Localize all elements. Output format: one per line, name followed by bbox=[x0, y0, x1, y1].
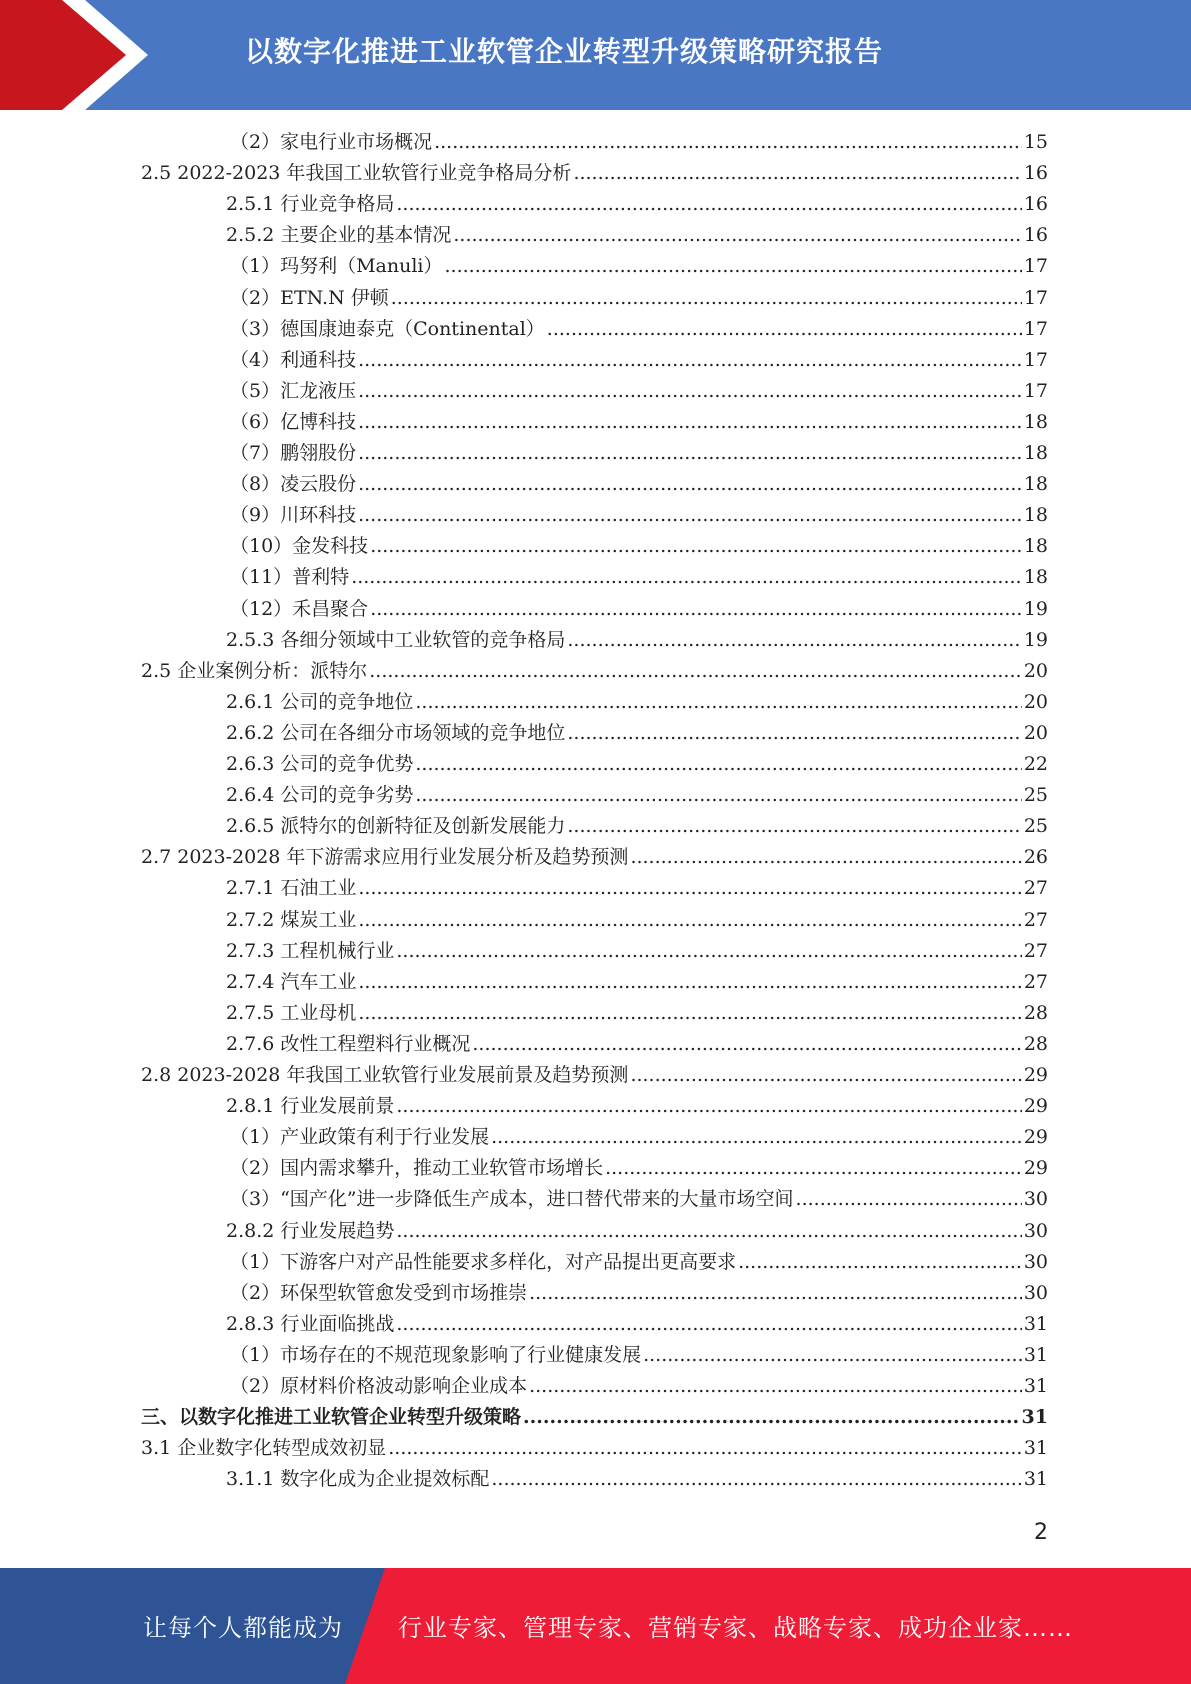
toc-entry[interactable] bbox=[230, 594, 1048, 625]
toc-entry-title: 2.7.3 工程机械行业 bbox=[226, 940, 395, 962]
toc-entry-page: 20 bbox=[1023, 660, 1048, 682]
toc-entry-page: 31 bbox=[1023, 1437, 1048, 1459]
toc-entry-page: 30 bbox=[1023, 1220, 1048, 1242]
toc-leader-dots bbox=[567, 718, 1021, 749]
toc-leader-dots bbox=[547, 314, 1022, 345]
toc-leader-dots bbox=[573, 158, 1021, 189]
toc-entry[interactable] bbox=[226, 780, 1048, 811]
toc-leader-dots bbox=[351, 562, 1022, 593]
toc-leader-dots bbox=[358, 873, 1021, 904]
toc-leader-dots bbox=[396, 189, 1021, 220]
toc-entry-page: 30 bbox=[1023, 1282, 1048, 1304]
toc-entry[interactable] bbox=[230, 1184, 1048, 1215]
footer-slogan-right: 行业专家、管理专家、营销专家、战略专家、成功企业家…… bbox=[398, 1614, 1073, 1642]
toc-entry-page: 29 bbox=[1023, 1157, 1048, 1179]
toc-entry[interactable] bbox=[226, 1029, 1048, 1060]
toc-leader-dots bbox=[415, 780, 1021, 811]
footer-slogan-left: 让每个人都能成为 bbox=[143, 1614, 343, 1642]
toc-entry-title: 2.8.1 行业发展前景 bbox=[226, 1095, 395, 1117]
toc-leader-dots bbox=[396, 1091, 1021, 1122]
toc-entry[interactable] bbox=[226, 1091, 1048, 1122]
toc-leader-dots bbox=[630, 842, 1021, 873]
toc-entry[interactable] bbox=[226, 873, 1048, 904]
toc-entry-page: 27 bbox=[1023, 877, 1048, 899]
toc-entry-title: 2.7.6 改性工程塑料行业概况 bbox=[226, 1033, 471, 1055]
toc-entry[interactable] bbox=[230, 1122, 1048, 1153]
toc-entry-title: （10）金发科技 bbox=[230, 535, 369, 557]
toc-entry[interactable] bbox=[230, 1340, 1048, 1371]
toc-leader-dots bbox=[529, 1371, 1022, 1402]
toc-entry-title: （3）“国产化”进一步降低生产成本，进口替代带来的大量市场空间 bbox=[230, 1188, 794, 1210]
toc-entry-title: 2.8.3 行业面临挑战 bbox=[226, 1313, 395, 1335]
toc-entry-page: 31 bbox=[1023, 1344, 1048, 1366]
toc-leader-dots bbox=[358, 905, 1021, 936]
toc-entry-page: 17 bbox=[1023, 287, 1048, 309]
toc-leader-dots bbox=[396, 1216, 1021, 1247]
toc-entry[interactable] bbox=[230, 345, 1048, 376]
report-title: 以数字化推进工业软管企业转型升级策略研究报告 bbox=[245, 35, 884, 68]
toc-entry-title: （2）国内需求攀升，推动工业软管市场增长 bbox=[230, 1157, 604, 1179]
toc-entry-title: （8）凌云股份 bbox=[230, 473, 357, 495]
toc-entry-title: （2）ETN.N 伊顿 bbox=[230, 287, 389, 309]
toc-entry-page: 18 bbox=[1023, 535, 1048, 557]
toc-entry-page: 18 bbox=[1023, 504, 1048, 526]
toc-entry-page: 17 bbox=[1023, 318, 1048, 340]
toc-leader-dots bbox=[358, 376, 1022, 407]
toc-entry-title: 3.1 企业数字化转型成效初显 bbox=[141, 1437, 387, 1459]
toc-entry[interactable] bbox=[226, 718, 1048, 749]
toc-entry-page: 17 bbox=[1023, 380, 1048, 402]
toc-entry-page: 29 bbox=[1023, 1095, 1048, 1117]
toc-leader-dots bbox=[643, 1340, 1022, 1371]
toc-entry[interactable] bbox=[226, 1464, 1048, 1495]
toc-entry[interactable] bbox=[226, 1309, 1048, 1340]
toc-leader-dots bbox=[796, 1184, 1022, 1215]
toc-entry[interactable] bbox=[141, 1402, 1048, 1433]
toc-entry-title: （3）德国康迪泰克（Continental） bbox=[230, 318, 545, 340]
toc-leader-dots bbox=[605, 1153, 1022, 1184]
toc-entry-page: 26 bbox=[1023, 846, 1048, 868]
toc-entry-page: 17 bbox=[1023, 255, 1048, 277]
toc-entry[interactable] bbox=[141, 1433, 1048, 1464]
toc-entry[interactable] bbox=[230, 283, 1048, 314]
toc-entry-title: （2）家电行业市场概况 bbox=[230, 131, 433, 153]
toc-leader-dots bbox=[358, 345, 1022, 376]
toc-entry-title: 2.5 企业案例分析：派特尔 bbox=[141, 660, 368, 682]
toc-entry-title: 2.6.3 公司的竞争优势 bbox=[226, 753, 414, 775]
toc-entry-page: 18 bbox=[1023, 566, 1048, 588]
toc-entry-title: 2.7.2 煤炭工业 bbox=[226, 909, 357, 931]
toc-entry-title: 2.6.5 派特尔的创新特征及创新发展能力 bbox=[226, 815, 566, 837]
toc-leader-dots bbox=[370, 594, 1022, 625]
toc-entry-page: 16 bbox=[1023, 162, 1048, 184]
toc-leader-dots bbox=[358, 500, 1022, 531]
toc-entry-title: 2.6.1 公司的竞争地位 bbox=[226, 691, 414, 713]
toc-leader-dots bbox=[370, 531, 1022, 562]
toc-entry[interactable] bbox=[141, 842, 1048, 873]
toc-entry-page: 31 bbox=[1021, 1406, 1048, 1428]
toc-entry-title: 2.8 2023-2028 年我国工业软管行业发展前景及趋势预测 bbox=[141, 1064, 629, 1086]
toc-entry-title: 2.5 2022-2023 年我国工业软管行业竞争格局分析 bbox=[141, 162, 572, 184]
toc-entry[interactable] bbox=[141, 656, 1048, 687]
toc-leader-dots bbox=[415, 749, 1021, 780]
toc-entry-title: （2）原材料价格波动影响企业成本 bbox=[230, 1375, 528, 1397]
toc-entry-page: 16 bbox=[1023, 224, 1048, 246]
toc-entry[interactable] bbox=[230, 314, 1048, 345]
toc-entry-title: 三、以数字化推进工业软管企业转型升级策略 bbox=[141, 1406, 522, 1428]
toc-leader-dots bbox=[523, 1402, 1020, 1433]
toc-entry-title: 2.7.4 汽车工业 bbox=[226, 971, 357, 993]
toc-leader-dots bbox=[358, 407, 1022, 438]
toc-leader-dots bbox=[358, 967, 1021, 998]
toc-entry[interactable] bbox=[230, 500, 1048, 531]
toc-entry-title: 2.8.2 行业发展趋势 bbox=[226, 1220, 395, 1242]
toc-entry-page: 18 bbox=[1023, 411, 1048, 433]
page-number: 2 bbox=[1034, 1520, 1048, 1545]
toc-entry[interactable] bbox=[226, 967, 1048, 998]
toc-entry[interactable] bbox=[230, 1247, 1048, 1278]
toc-entry[interactable] bbox=[230, 531, 1048, 562]
toc-entry-title: 2.7 2023-2028 年下游需求应用行业发展分析及趋势预测 bbox=[141, 846, 629, 868]
toc-entry[interactable] bbox=[141, 1060, 1048, 1091]
toc-entry[interactable] bbox=[226, 220, 1048, 251]
toc-entry-page: 30 bbox=[1023, 1188, 1048, 1210]
toc-entry-page: 20 bbox=[1023, 691, 1048, 713]
toc-entry-page: 16 bbox=[1023, 193, 1048, 215]
toc-entry-page: 20 bbox=[1023, 722, 1048, 744]
toc-leader-dots bbox=[491, 1464, 1021, 1495]
toc-entry[interactable] bbox=[226, 811, 1048, 842]
toc-entry-title: 2.5.2 主要企业的基本情况 bbox=[226, 224, 452, 246]
toc-entry[interactable] bbox=[230, 127, 1048, 158]
toc-entry-title: （1）产业政策有利于行业发展 bbox=[230, 1126, 490, 1148]
toc-entry-title: （1）市场存在的不规范现象影响了行业健康发展 bbox=[230, 1344, 642, 1366]
toc-entry[interactable] bbox=[230, 438, 1048, 469]
toc-leader-dots bbox=[358, 998, 1021, 1029]
toc-entry-page: 31 bbox=[1023, 1313, 1048, 1335]
toc-entry[interactable] bbox=[230, 1153, 1048, 1184]
toc-entry-title: 2.7.5 工业母机 bbox=[226, 1002, 357, 1024]
toc-leader-dots bbox=[358, 469, 1022, 500]
toc-entry-title: （7）鹏翎股份 bbox=[230, 442, 357, 464]
toc-entry-page: 28 bbox=[1023, 1002, 1048, 1024]
header-banner bbox=[0, 0, 1191, 110]
toc-entry-title: （2）环保型软管愈发受到市场推崇 bbox=[230, 1282, 528, 1304]
toc-entry-page: 15 bbox=[1023, 131, 1048, 153]
toc-entry[interactable] bbox=[230, 1278, 1048, 1309]
toc-entry-title: 2.5.1 行业竞争格局 bbox=[226, 193, 395, 215]
toc-leader-dots bbox=[358, 438, 1022, 469]
toc-entry-title: （12）禾昌聚合 bbox=[230, 598, 369, 620]
toc-entry[interactable] bbox=[230, 407, 1048, 438]
toc-leader-dots bbox=[388, 1433, 1022, 1464]
toc-entry-page: 29 bbox=[1023, 1126, 1048, 1148]
toc-entry[interactable] bbox=[230, 376, 1048, 407]
footer-banner bbox=[0, 1568, 1191, 1684]
toc-entry[interactable] bbox=[226, 189, 1048, 220]
toc-entry-title: （1）玛努利（Manuli） bbox=[230, 255, 443, 277]
toc-entry-title: 2.6.2 公司在各细分市场领域的竞争地位 bbox=[226, 722, 566, 744]
toc-leader-dots bbox=[529, 1278, 1022, 1309]
toc-entry-title: （6）亿博科技 bbox=[230, 411, 357, 433]
toc-entry-title: （9）川环科技 bbox=[230, 504, 357, 526]
toc-entry-page: 29 bbox=[1023, 1064, 1048, 1086]
toc-entry-title: （11）普利特 bbox=[230, 566, 350, 588]
toc-leader-dots bbox=[630, 1060, 1021, 1091]
toc-leader-dots bbox=[391, 283, 1022, 314]
toc-leader-dots bbox=[434, 127, 1022, 158]
toc-entry-page: 30 bbox=[1023, 1251, 1048, 1273]
toc-entry-page: 18 bbox=[1023, 473, 1048, 495]
toc-entry-title: （4）利通科技 bbox=[230, 349, 357, 371]
toc-entry-page: 19 bbox=[1023, 598, 1048, 620]
toc-entry-page: 17 bbox=[1023, 349, 1048, 371]
toc-leader-dots bbox=[396, 936, 1021, 967]
toc-entry-title: （1）下游客户对产品性能要求多样化，对产品提出更高要求 bbox=[230, 1251, 737, 1273]
toc-entry-page: 18 bbox=[1023, 442, 1048, 464]
toc-leader-dots bbox=[396, 1309, 1021, 1340]
toc-leader-dots bbox=[369, 656, 1022, 687]
toc-entry[interactable] bbox=[230, 1371, 1048, 1402]
toc-entry-title: （5）汇龙液压 bbox=[230, 380, 357, 402]
toc-entry-title: 2.7.1 石油工业 bbox=[226, 877, 357, 899]
toc-leader-dots bbox=[738, 1247, 1022, 1278]
toc-entry-title: 2.5.3 各细分领域中工业软管的竞争格局 bbox=[226, 629, 566, 651]
toc-entry[interactable] bbox=[226, 749, 1048, 780]
toc-entry-page: 31 bbox=[1023, 1468, 1048, 1490]
toc-leader-dots bbox=[567, 811, 1021, 842]
toc-leader-dots bbox=[472, 1029, 1021, 1060]
toc-entry[interactable] bbox=[230, 562, 1048, 593]
toc-leader-dots bbox=[491, 1122, 1022, 1153]
toc-entry-page: 19 bbox=[1023, 629, 1048, 651]
toc-entry[interactable] bbox=[226, 687, 1048, 718]
toc-entry-page: 27 bbox=[1023, 940, 1048, 962]
toc-entry[interactable] bbox=[141, 158, 1048, 189]
toc-entry[interactable] bbox=[226, 625, 1048, 656]
toc-entry-page: 25 bbox=[1023, 815, 1048, 837]
toc-entry[interactable] bbox=[226, 905, 1048, 936]
toc-entry-title: 2.6.4 公司的竞争劣势 bbox=[226, 784, 414, 806]
toc-entry-page: 28 bbox=[1023, 1033, 1048, 1055]
toc-leader-dots bbox=[453, 220, 1021, 251]
toc-entry[interactable] bbox=[226, 998, 1048, 1029]
toc-entry-page: 27 bbox=[1023, 971, 1048, 993]
toc-entry-page: 31 bbox=[1023, 1375, 1048, 1397]
toc-entry-title: 3.1.1 数字化成为企业提效标配 bbox=[226, 1468, 490, 1490]
toc-entry[interactable] bbox=[226, 936, 1048, 967]
toc-entry-page: 27 bbox=[1023, 909, 1048, 931]
toc-entry-page: 25 bbox=[1023, 784, 1048, 806]
toc-entry-page: 22 bbox=[1023, 753, 1048, 775]
toc-leader-dots bbox=[415, 687, 1021, 718]
toc-entry[interactable] bbox=[230, 251, 1048, 282]
toc-leader-dots bbox=[445, 251, 1022, 282]
toc-entry[interactable] bbox=[226, 1216, 1048, 1247]
toc-entry[interactable] bbox=[230, 469, 1048, 500]
toc-leader-dots bbox=[567, 625, 1021, 656]
